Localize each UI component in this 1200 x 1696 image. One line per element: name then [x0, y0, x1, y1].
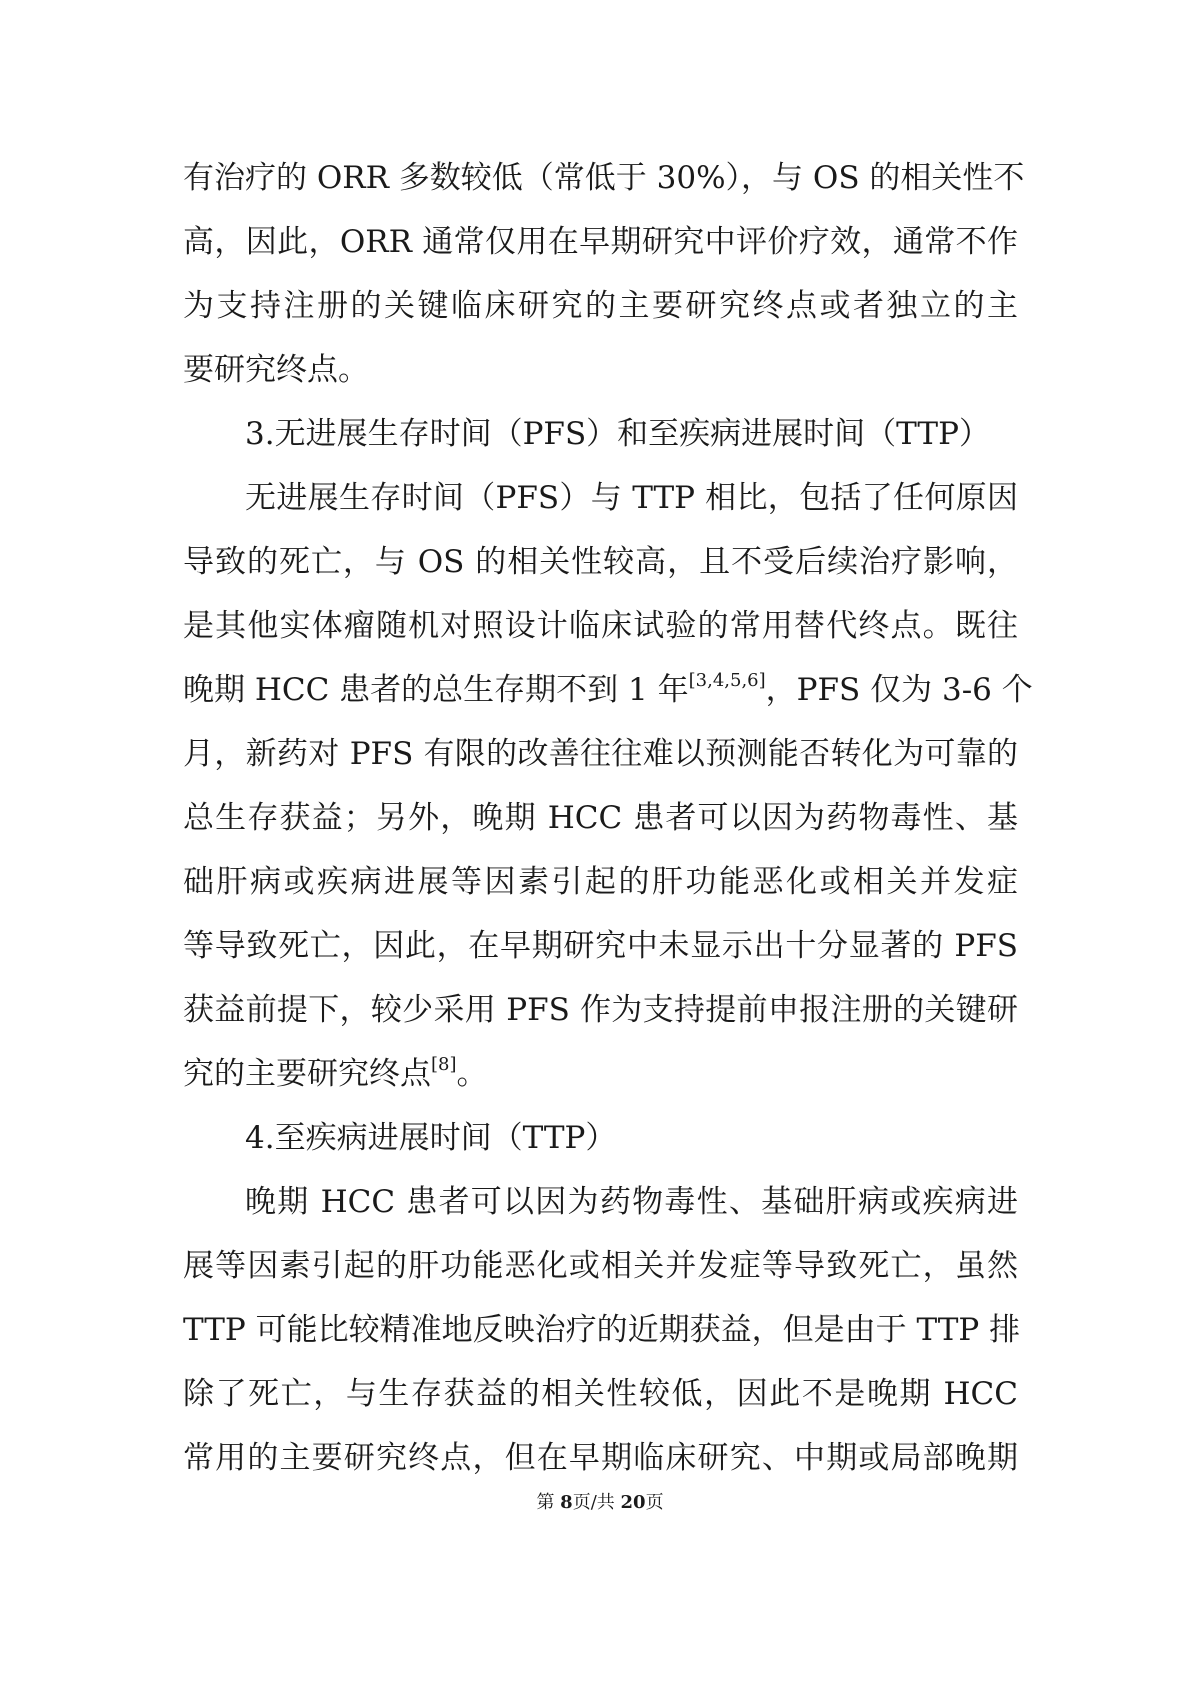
- total-page-number: 20: [620, 1492, 646, 1513]
- section-heading: 4.至疾病进展时间（TTP）: [245, 1120, 617, 1156]
- text-line-with-citation: [183, 658, 1033, 722]
- page-footer: [0, 1488, 1200, 1514]
- text-segment: 晚期 HCC 患者的总生存期不到 1 年: [183, 672, 689, 708]
- text-line: 晚期 HCC 患者可以因为药物毒性、基础肝病或疾病进: [245, 1184, 1018, 1220]
- text-line: 除了死亡，与生存获益的相关性较低，因此不是晚期 HCC: [183, 1376, 1018, 1412]
- footer-suffix: 页: [645, 1492, 664, 1513]
- current-page-number: 8: [560, 1492, 573, 1513]
- text-segment: 究的主要研究终点: [183, 1056, 431, 1092]
- text-line: 是其他实体瘤随机对照设计临床试验的常用替代终点。既往: [183, 608, 1018, 644]
- text-line-with-citation: [183, 1042, 1018, 1106]
- text-line: 等导致死亡，因此，在早期研究中未显示出十分显著的 PFS: [183, 928, 1018, 964]
- text-line: 展等因素引起的肝功能恶化或相关并发症等导致死亡，虽然: [183, 1248, 1018, 1284]
- text-line: 础肝病或疾病进展等因素引起的肝功能恶化或相关并发症: [183, 864, 1018, 900]
- text-line: 总生存获益；另外，晚期 HCC 患者可以因为药物毒性、基: [183, 800, 1018, 836]
- text-segment: 。: [456, 1056, 488, 1092]
- body-text: [183, 146, 1033, 1490]
- text-segment: ，PFS 仅为 3-6 个: [765, 672, 1033, 708]
- footer-prefix: 第: [536, 1492, 561, 1513]
- text-line: 有治疗的 ORR 多数较低（常低于 30%），与 OS 的相关性不: [183, 160, 1025, 196]
- citation: [8]: [431, 1054, 457, 1075]
- text-line: 月，新药对 PFS 有限的改善往往难以预测能否转化为可靠的: [183, 736, 1018, 772]
- text-line: 无进展生存时间（PFS）与 TTP 相比，包括了任何原因: [245, 480, 1018, 516]
- citation: [3,4,5,6]: [688, 670, 766, 691]
- text-line: 为支持注册的关键临床研究的主要研究终点或者独立的主: [183, 288, 1018, 324]
- text-line: 常用的主要研究终点，但在早期临床研究、中期或局部晚期: [183, 1440, 1018, 1476]
- text-line: 导致的死亡，与 OS 的相关性较高，且不受后续治疗影响，: [183, 544, 1018, 580]
- footer-middle: 页/共: [572, 1492, 621, 1513]
- text-line: 高，因此，ORR 通常仅用在早期研究中评价疗效，通常不作: [183, 224, 1018, 260]
- section-heading: 3.无进展生存时间（PFS）和至疾病进展时间（TTP）: [245, 416, 990, 452]
- text-line: TTP 可能比较精准地反映治疗的近期获益，但是由于 TTP 排: [183, 1312, 1021, 1348]
- text-line: 获益前提下，较少采用 PFS 作为支持提前申报注册的关键研: [183, 992, 1018, 1028]
- text-line: 要研究终点。: [183, 352, 369, 388]
